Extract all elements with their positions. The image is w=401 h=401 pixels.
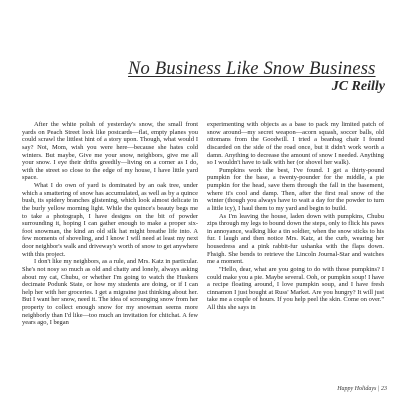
paragraph: "Hello, dear, what are you going to do with those pumpkins? I could make you a pie. Maybe several. Ooh, or pumpkin soup! I have a recipe floating around, I love pumpkin soup, and I have fresh cinnamon I just bought at Russ' Market. Are you hungry? It will just take me a couple of hours. If you help peel the skin. Come on over." All this she says in [207,265,384,311]
article-title: No Business Like Snow Business [128,59,376,79]
left-column [22,121,198,327]
article-author: JC Reilly [331,79,385,94]
paragraph: As I'm leaving the house, laden down with pumpkins, Chubu zips through my legs to bound down the steps, only to flick his paws in annoyance, walking like a tin soldier, when the snow sticks to his fur. I laugh and then notice Mrs. Katz, at the curb, wearing her housedress and a pink rabbit-fur ushanka with the flaps down. Fhsigh. She bends to retrieve the Lincoln Journal-Star and watches me a moment. [207,212,384,266]
paragraph: I don't like my neighbors, as a rule, and Mrs. Katz in particular. She's not nosy so much as old and chatty and lonely, always asking about my cat, Chubu, or whether I'm going to watch the Huskers decimate Podunk State, or how my students are doing, or if I can help her with her groceries. I get a migraine just thinking about her. But I want her snow, need it. The idea of scrounging snow from her property to collect enough snow for my snowman seems more neighborly than I'd like—too much an invitation for chitchat. A few years ago, I began [22,258,198,327]
page-footer: Happy Holidays | 23 [337,386,387,392]
paragraph: After the white polish of yesterday's snow, the small front yards on Peach Street look like postcards—flat, empty planes you could scrawl the littlest hint of a story upon. Though, what would I say? Not, Mom, wish you were here—because she hates cold winters. But maybe, Give me your snow, neighbors, give me all your snow. I eye their drifts greedily—living on a corner as I do, with the street so close to the edge of my house, I have little yard space. [22,121,198,182]
right-column [207,121,384,312]
paragraph: experimenting with objects as a base to pack my limited patch of snow around—my secret weapon—acorn squash, soccer balls, old ottomans from the Goodwill. I tried a beanbag chair I found discarded on the side of the road once, but it didn't work worth a damn. Anything to decrease the amount of snow I needed. Anything so I wouldn't have to talk with her (or shovel her walk). [207,121,384,167]
paragraph: Pumpkins work the best, I've found. I get a thirty-pound pumpkin for the base, a twenty-pounder for the middle, a pie pumpkin for the head, save them through the fall in the basement, where it's cool and damp. Then, after the first real snow of the winter (though you always have to wait a day for the powder to turn a little icy), I haul them to my yard and begin to build. [207,166,384,212]
paragraph: What I do own of yard is dominated by an oak tree, under which a smattering of snow has accumulated, as well as by a quince bush, its spidery branches glistening, which look almost delicate in the burly yellow morning light. While the quince's beauty begs me to take a photograph, I have designs on the bit of powder surrounding it, hoping I can gather enough to make a proper six-foot snowman, the kind an old silk hat might breathe life into. A few moments of shoveling, and I know I will need at least my next door neighbor's walk and driveway's worth of snow to get anywhere with this project. [22,182,198,258]
